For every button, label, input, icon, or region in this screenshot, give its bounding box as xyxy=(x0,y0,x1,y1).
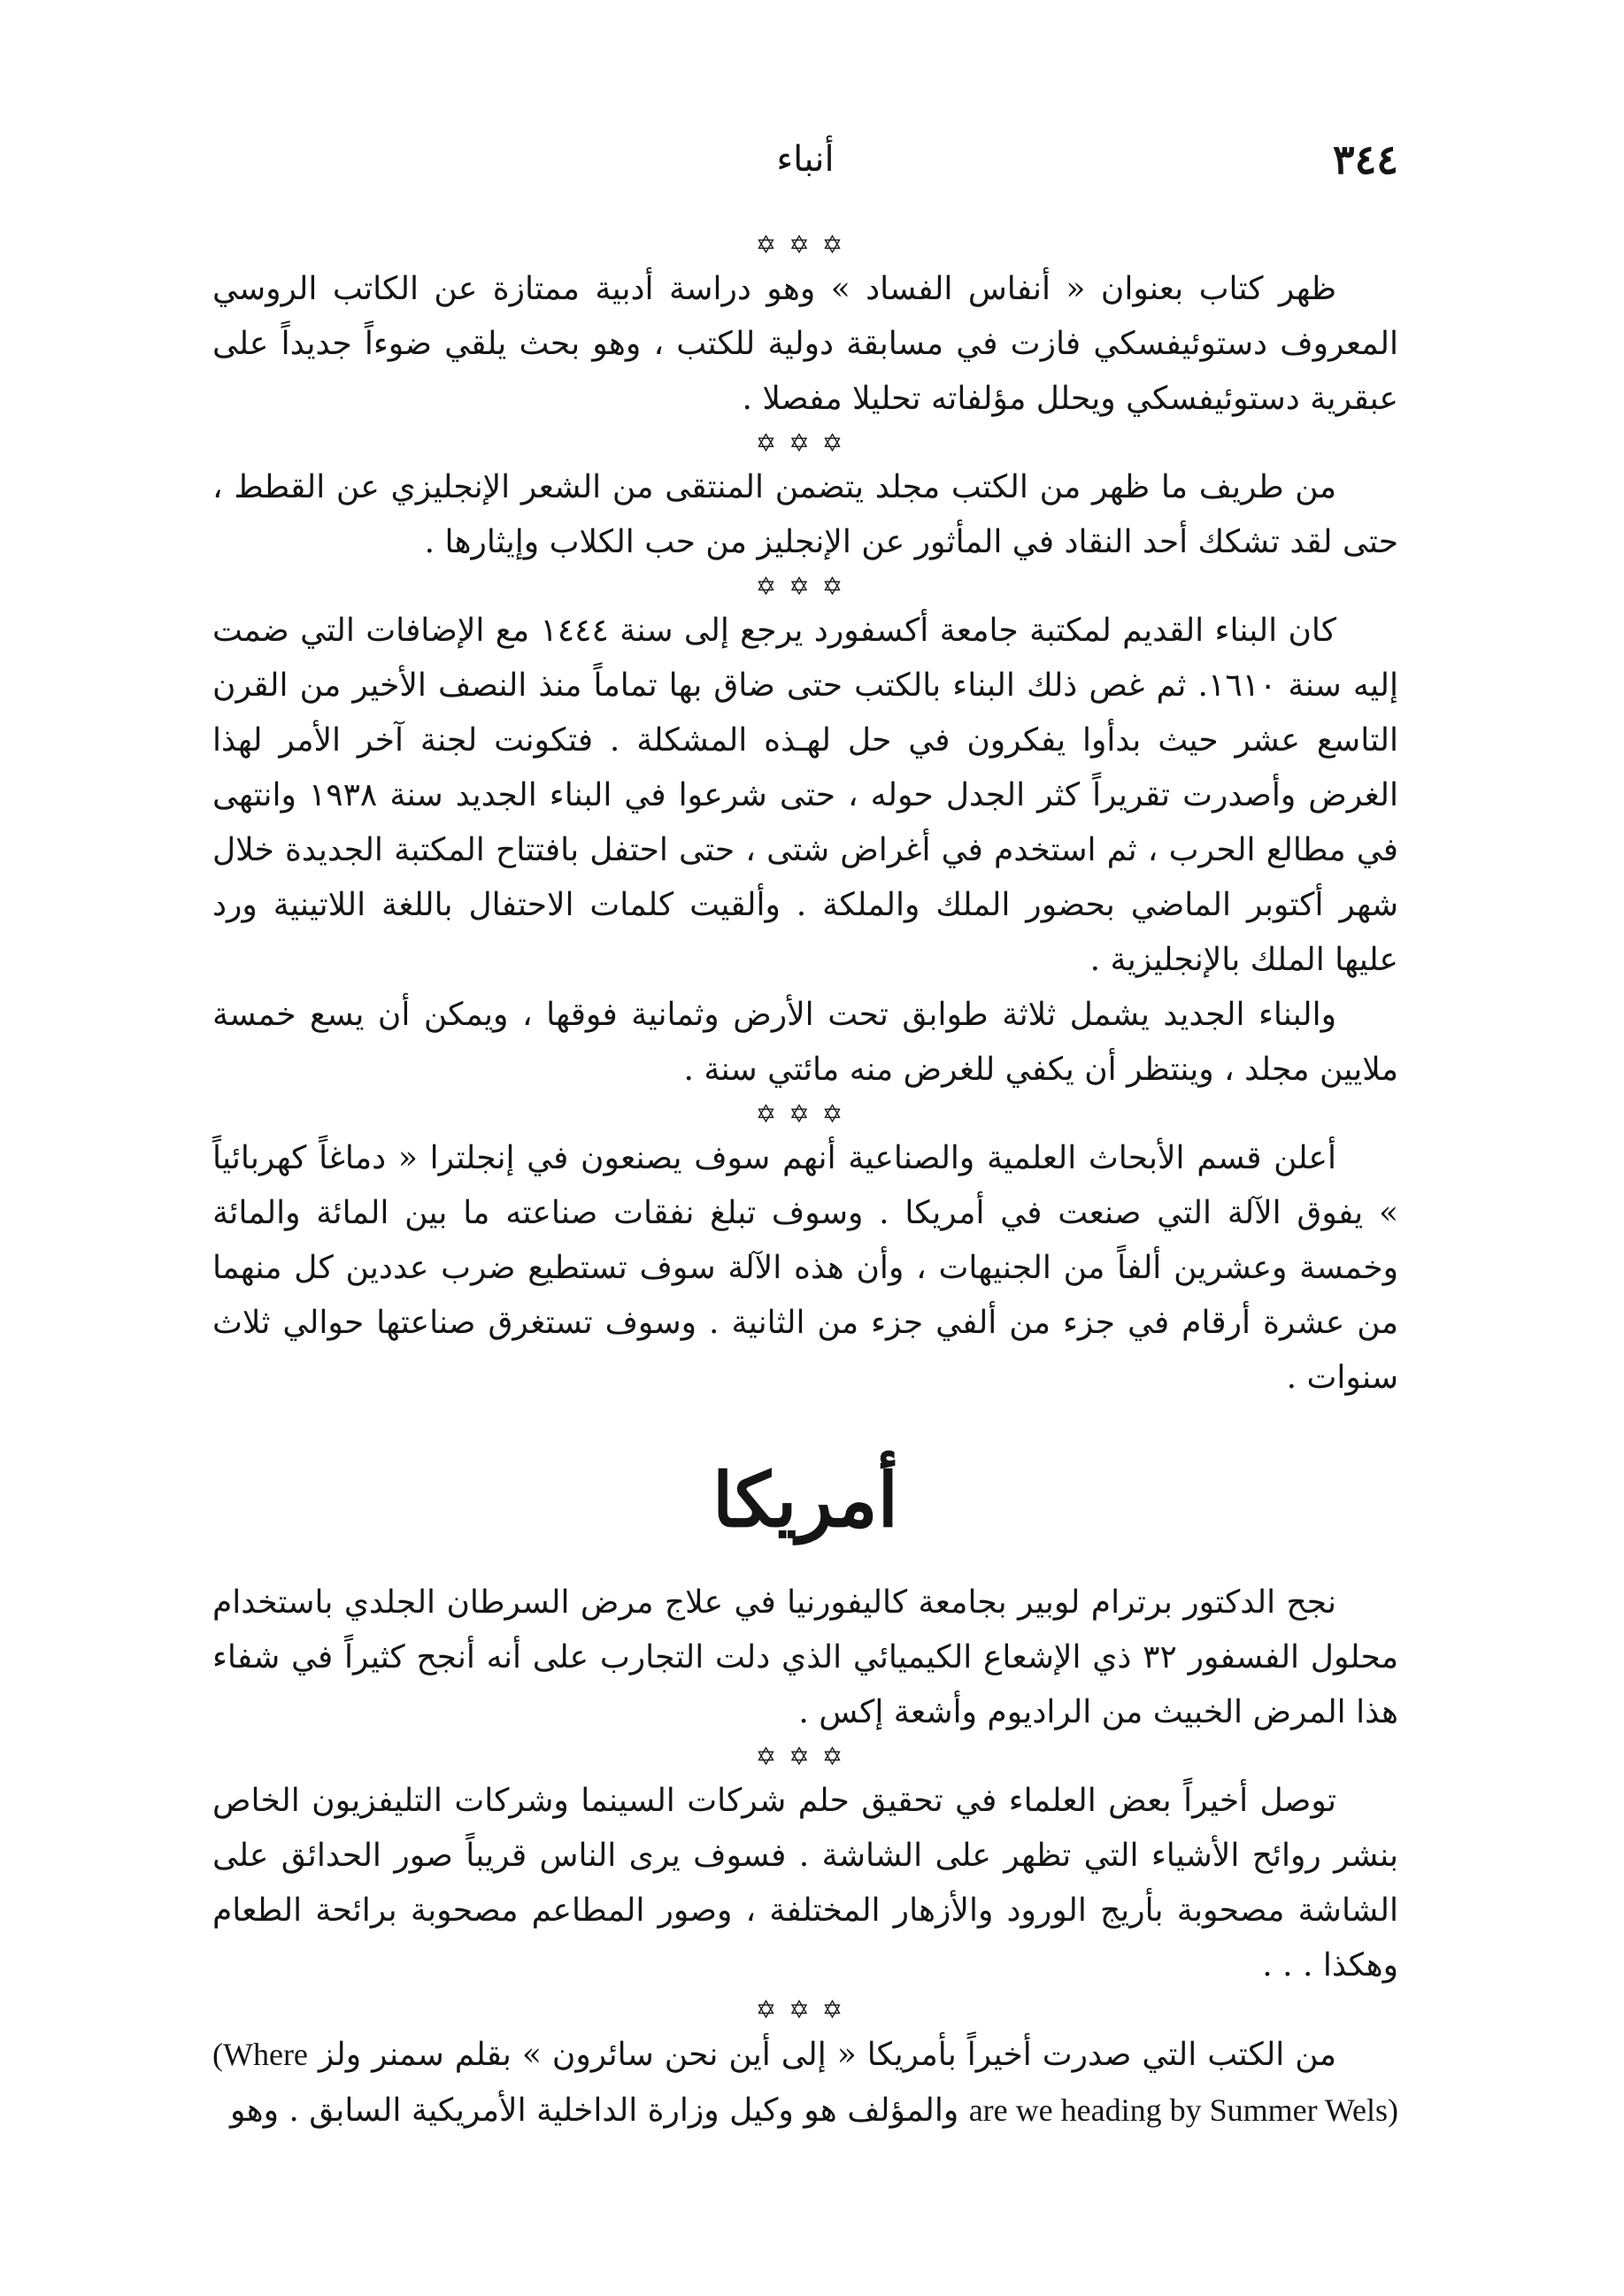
running-title: أنباء xyxy=(776,139,835,180)
page-number: ٣٤٤ xyxy=(1332,135,1398,183)
news-item-oxford-building: والبناء الجديد يشمل ثلاثة طوابق تحت الأرض وثمانية فوقها ، ويمكن أن يسع خمسة ملايين مجلد ، وينتظر أن يكفي للغرض منه مائتي سنة . xyxy=(212,997,1398,1088)
section-title-america: أمريكا xyxy=(712,1456,899,1544)
news-section-america xyxy=(212,1576,1398,2138)
section-separator: ✡✡✡ xyxy=(755,1995,856,2024)
section-separator: ✡✡✡ xyxy=(755,1099,856,1129)
news-section-top xyxy=(212,228,1398,1406)
section-separator: ✡✡✡ xyxy=(755,572,856,601)
news-item-oxford-library: كان البناء القديم لمكتبة جامعة أكسفورد يرجع إلى سنة ١٤٤٤ مع الإضافات التي ضمت إليه سنة ١٦١٠. ثم غص ذلك البناء بالكتب حتى ضاق بها تماماً منذ النصف الأخير من القرن التاسع عشر حيث بدأوا يفكرون في حل لهـذه المشكلة . فتكونت لجنة آخر الأمر لهذا الغرض وأصدرت تقريراً كثر الجدل حوله ، حتى شرعوا في البناء الجديد سنة ١٩٣٨ وانتهى في مطالع الحرب ، ثم استخدم في أغراض شتى ، حتى احتفل بافتتاح المكتبة الجديدة خلال شهر أكتوبر الماضي بحضور الملك والملكة . وألقيت كلمات الاحتفال باللغة اللاتينية ورد عليها الملك بالإنجليزية . xyxy=(212,613,1398,978)
news-item-dostoevsky: ظهر كتاب بعنوان « أنفاس الفساد » وهو دراسة أدبية ممتازة عن الكاتب الروسي المعروف دستوئيفسكي فازت في مسابقة دولية للكتب ، وهو بحث يلقي ضوءاً جديداً على عبقرية دستوئيفسكي ويحلل مؤلفاته تحليلا مفصلا . xyxy=(212,271,1398,417)
book-release-continuation: والمؤلف هو وكيل وزارة الداخلية الأمريكية السابق . وهو xyxy=(229,2092,959,2129)
section-separator: ✡✡✡ xyxy=(755,428,856,458)
news-item-book-release xyxy=(212,2027,1398,2138)
page-header xyxy=(212,133,1398,186)
book-release-text: من الكتب التي صدرت أخيراً بأمريكا « إلى أين نحن سائرون » بقلم سمنر ولز xyxy=(318,2037,1336,2073)
section-separator: ✡✡✡ xyxy=(755,1742,856,1771)
news-item-electric-brain: أعلن قسم الأبحاث العلمية والصناعية أنهم سوف يصنعون في إنجلترا « دماغاً كهربائياً » يفوق الآلة التي صنعت في أمريكا . وسوف تبلغ نفقات صناعته ما بين المائة والمائة وخمسة وعشرين ألفاً من الجنيهات ، وأن هذه الآلة سوف تستطيع ضرب عددين كل منهما من عشرة أرقام في جزء من ألفي جزء من الثانية . وسوف تستغرق صناعتها حوالي ثلاث سنوات . xyxy=(212,1140,1398,1396)
news-item-cats-poetry: من طريف ما ظهر من الكتب مجلد يتضمن المنتقى من الشعر الإنجليزي عن القطط ، حتى لقد تشكك أحد النقاد في المأثور عن الإنجليز من حب الكلاب وإيثارها . xyxy=(212,469,1398,560)
news-item-cinema-smell: توصل أخيراً بعض العلماء في تحقيق حلم شركات السينما وشركات التليفزيون الخاص بنشر روائح الأشياء التي تظهر على الشاشة . فسوف يرى الناس قريباً صور الحدائق على الشاشة مصحوبة بأريج الورود والأزهار المختلفة ، وصور المطاعم مصحوبة برائحة الطعام وهكذا . . . xyxy=(212,1783,1399,1984)
section-separator: ✡✡✡ xyxy=(755,230,856,259)
news-item-cancer-treatment: نجح الدكتور برترام لوبير بجامعة كاليفورنيا في علاج مرض السرطان الجلدي باستخدام محلول الفسفور ٣٢ ذي الإشعاع الكيميائي الذي دلت التجارب على أنه أنجح كثيراً في شفاء هذا المرض الخبيث من الراديوم وأشعة إكس . xyxy=(212,1584,1398,1730)
book-english-title: (Where are we heading by Summer Wels) xyxy=(212,2037,1398,2128)
